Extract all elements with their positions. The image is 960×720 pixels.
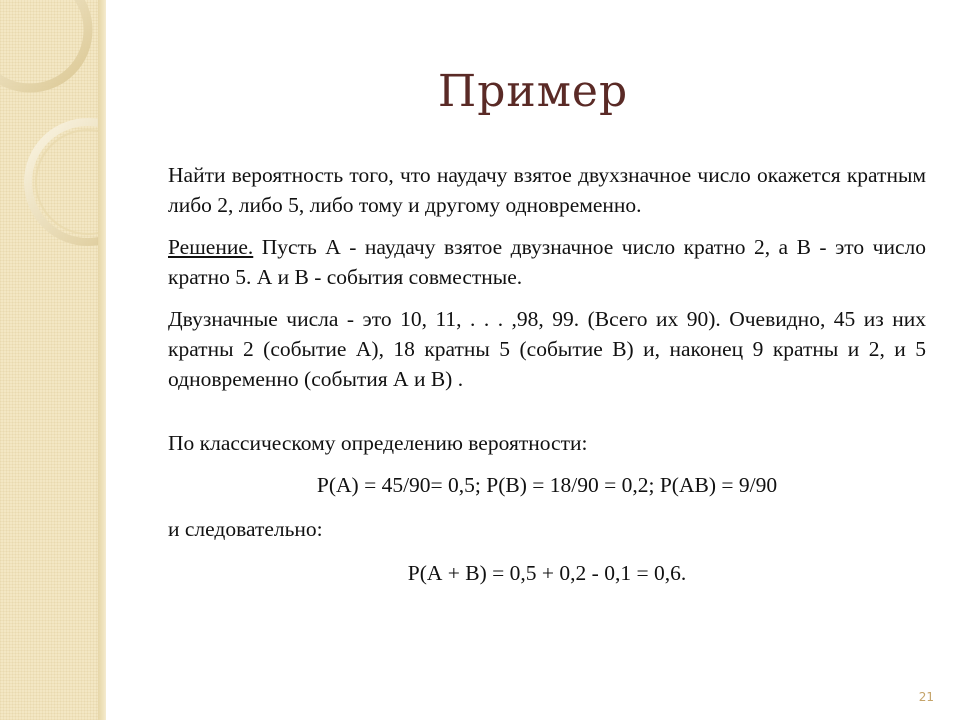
decorative-sidebar — [0, 0, 106, 720]
consequently-line: и следовательно: — [168, 517, 323, 541]
solution-label: Решение. — [168, 235, 254, 259]
sidebar-edge — [98, 0, 106, 720]
page-number: 21 — [918, 690, 934, 704]
solution-text: Пусть А - наудачу взятое двузначное число кратно 2, а В - это число кратно 5. А и В - события совместные. — [168, 235, 926, 289]
decorative-rings-icon — [0, 0, 106, 720]
slide-title: Пример — [437, 66, 629, 117]
counting-paragraph: Двузначные числа - это 10, 11, . . . ,98, 99. (Всего их 90). Очевидно, 45 из них кратны 2 (событие А), 18 кратны 5 (событие В) и, наконец 9 кратны и 2, и 5 одновременно (события А и В) . — [168, 307, 926, 391]
problem-statement: Найти вероятность того, что наудачу взятое двухзначное число окажется кратным либо 2, либо 5, либо тому и другому одновременно. — [168, 163, 926, 217]
solution-paragraph — [168, 232, 926, 292]
formula-probabilities: Р(А) = 45/90= 0,5; Р(В) = 18/90 = 0,2; Р(АВ) = 9/90 — [316, 473, 778, 497]
definition-line: По классическому определению вероятности: — [168, 431, 588, 455]
slide-content — [168, 160, 926, 602]
formula-result: Р(А + В) = 0,5 + 0,2 - 0,1 = 0,6. — [407, 561, 687, 585]
